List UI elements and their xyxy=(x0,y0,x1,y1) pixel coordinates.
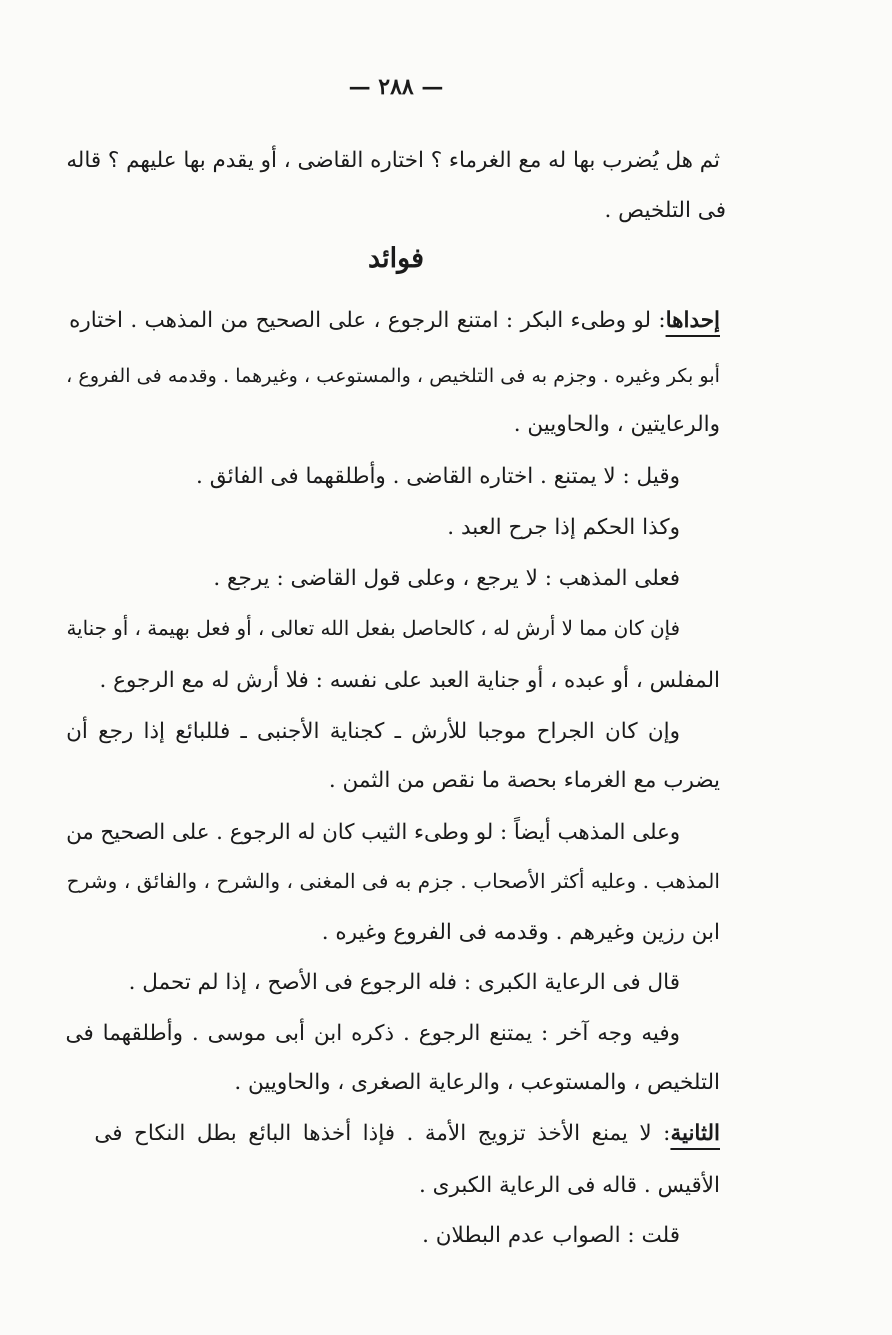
text-line: ابن رزين وغيرهم . وقدمه فى الفروع وغيره . xyxy=(321,920,720,945)
text-line: المفلس ، أو عبده ، أو جناية العبد على نفسه : فلا أرش له مع الرجوع . xyxy=(99,668,720,693)
text-line: فإن كان مما لا أرش له ، كالحاصل بفعل الله تعالى ، أو فعل بهيمة ، أو جناية xyxy=(66,617,680,640)
paragraph-lead-word: إحداها xyxy=(665,308,720,333)
text-line: وكذا الحكم إذا جرح العبد . xyxy=(447,515,680,540)
text-line: ثم هل يُضرب بها له مع الغرماء ؟ اختاره القاضى ، أو يقدم بها عليهم ؟ قاله xyxy=(66,148,720,173)
text-line xyxy=(69,306,720,336)
text-line: فعلى المذهب : لا يرجع ، وعلى قول القاضى : يرجع . xyxy=(213,566,680,591)
text-line: قلت : الصواب عدم البطلان . xyxy=(422,1223,680,1248)
text-line: وعلى المذهب أيضاً : لو وطىء الثيب كان له الرجوع . على الصحيح من xyxy=(66,820,680,845)
text-line: والرعايتين ، والحاويين . xyxy=(513,412,720,437)
text-line: أبو بكر وغيره . وجزم به فى التلخيص ، والمستوعب ، وغيرهما . وقدمه فى الفروع ، xyxy=(66,364,720,387)
page-number: — ٢٨٨ — xyxy=(348,74,444,100)
text-line: الأقيس . قاله فى الرعاية الكبرى . xyxy=(418,1173,720,1198)
text-line-rest: : لو وطىء البكر : امتنع الرجوع ، على الصحيح من المذهب . اختاره xyxy=(69,308,666,333)
text-line: وفيه وجه آخر : يمتنع الرجوع . ذكره ابن أبى موسى . وأطلقهما فى xyxy=(65,1021,680,1046)
text-line xyxy=(94,1119,720,1149)
text-line: يضرب مع الغرماء بحصة ما نقص من الثمن . xyxy=(328,768,720,793)
text-line: فى التلخيص . xyxy=(604,198,726,223)
text-line: التلخيص ، والمستوعب ، والرعاية الصغرى ، والحاويين . xyxy=(234,1070,720,1095)
text-line: وإن كان الجراح موجبا للأرش ـ كجناية الأجنبى ـ فللبائع إذا رجع أن xyxy=(66,719,680,744)
text-line-rest: : لا يمنع الأخذ تزويج الأمة . فإذا أخذها البائع بطل النكاح فى xyxy=(94,1121,671,1146)
text-line: قال فى الرعاية الكبرى : فله الرجوع فى الأصح ، إذا لم تحمل . xyxy=(128,970,680,995)
text-line: المذهب . وعليه أكثر الأصحاب . جزم به فى المغنى ، والشرح ، والفائق ، وشرح xyxy=(66,869,720,893)
section-heading: فوائد xyxy=(367,243,425,274)
paragraph-lead-word: الثانية xyxy=(670,1121,720,1146)
text-line: وقيل : لا يمتنع . اختاره القاضى . وأطلقهما فى الفائق . xyxy=(196,464,680,489)
